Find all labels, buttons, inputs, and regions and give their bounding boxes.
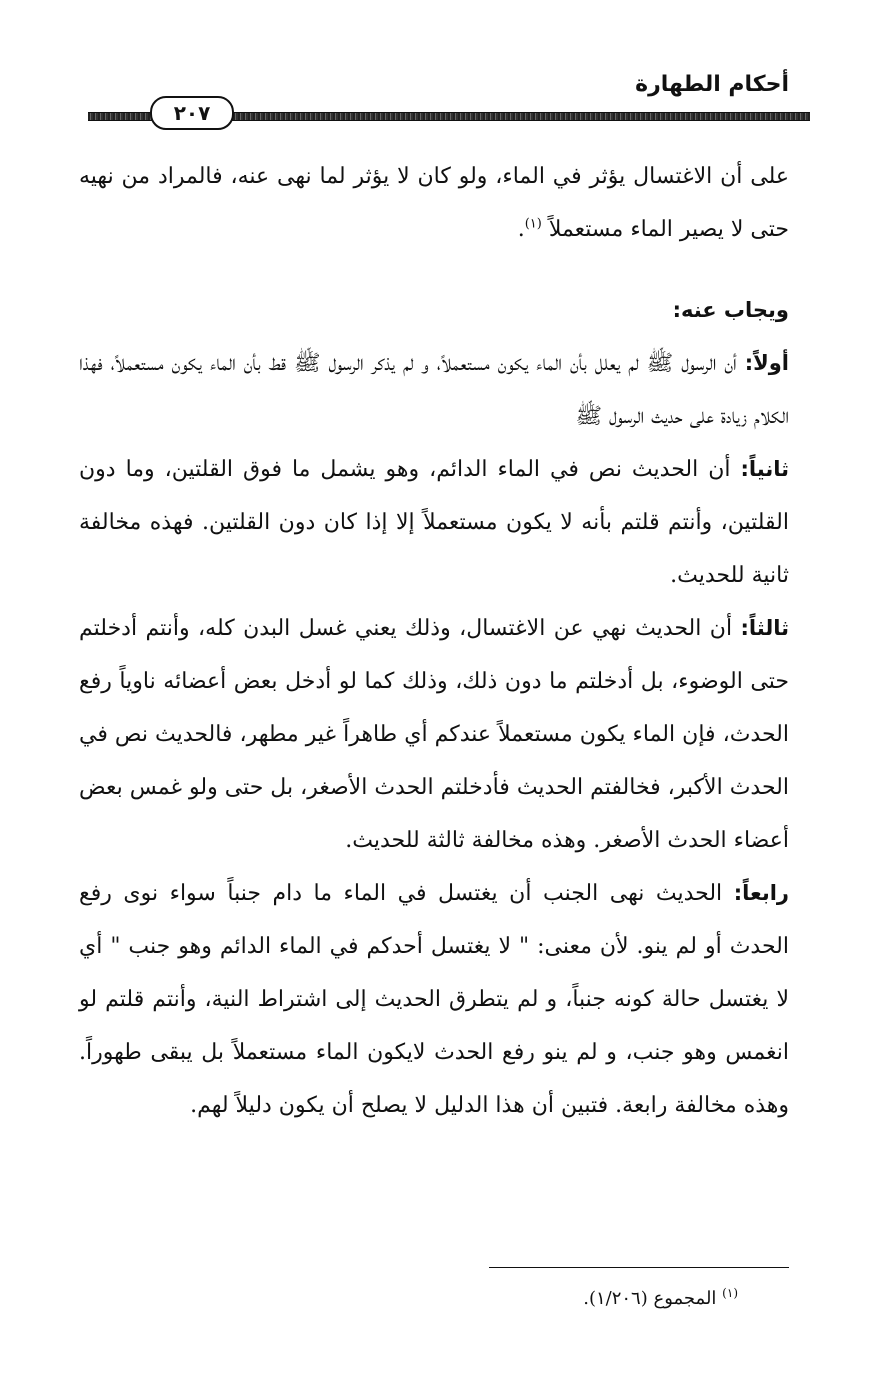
first-point [79,337,789,443]
running-title: أحكام الطهارة [635,72,789,97]
fourth-point [79,867,789,1132]
page-number: ٢٠٧ [150,96,234,130]
first-point-text: أن الرسول ﷺ لم يعلل بأن الماء يكون مستعملاً، و لم يذكر الرسول ﷺ قط بأن الماء يكون مستعملاً، فهذا الكلام زيادة على حديث الرسول ﷺ [79,351,789,429]
footnote-reference: (١) [524,216,542,232]
fourth-point-text: الحديث نهى الجنب أن يغتسل في الماء ما دام جنباً سواء نوى رفع الحدث أو لم ينو. لأن معنى: " لا يغتسل أحدكم في الماء الدائم وهو جنب " أي لا يغتسل حالة كونه جنباً، و لم يتطرق الحديث إلى اشتراط النية، وأنتم قلتم لو انغمس وهو جنب، و لم ينو رفع الحدث لايكون الماء مستعملاً بل يبقى طهوراً. وهذه مخالفة رابعة. فتبين أن هذا الدليل لا يصلح أن يكون دليلاً لهم. [79,881,789,1118]
second-point-lead: ثانياً: [740,457,789,481]
footnote-text: المجموع (١/٢٠٦). [583,1288,717,1309]
second-point [79,443,789,602]
third-point [79,602,789,867]
body-text [79,150,789,1132]
footnote-marker: (١) [722,1286,738,1300]
section-gap [79,256,789,284]
fourth-point-lead: رابعاً: [733,881,790,905]
second-point-text: أن الحديث نص في الماء الدائم، وهو يشمل ما فوق القلتين، وما دون القلتين، وأنتم قلتم بأنه لا يكون مستعملاً إلا إذا كان دون القلتين. فهذه مخالفة ثانية للحديث. [79,457,789,588]
third-point-text: أن الحديث نهي عن الاغتسال، وذلك يعني غسل البدن كله، وأنتم أدخلتم حتى الوضوء، بل أدخلتم ما دون ذلك، وذلك كما لو أدخل بعض أعضائه ناوياً رفع الحدث، فإن الماء يكون مستعملاً عندكم أي طاهراً غير مطهر، فالحديث نص في الحدث الأكبر، فخالفتم الحديث فأدخلتم الحدث الأصغر، بل حتى ولو غمس بعض أعضاء الحدث الأصغر. وهذه مخالفة ثالثة للحديث. [79,616,789,853]
intro-text: على أن الاغتسال يؤثر في الماء، ولو كان لا يؤثر لما نهى عنه، فالمراد من نهيه حتى لا يصير الماء مستعملاً [79,164,789,242]
intro-paragraph [79,150,789,256]
section-heading: ويجاب عنه: [672,298,789,322]
footnote [583,1285,738,1313]
intro-end: . [517,217,525,242]
first-point-lead: أولاً: [744,351,789,375]
third-point-lead: ثالثاً: [740,616,789,640]
footnote-separator [489,1267,789,1268]
